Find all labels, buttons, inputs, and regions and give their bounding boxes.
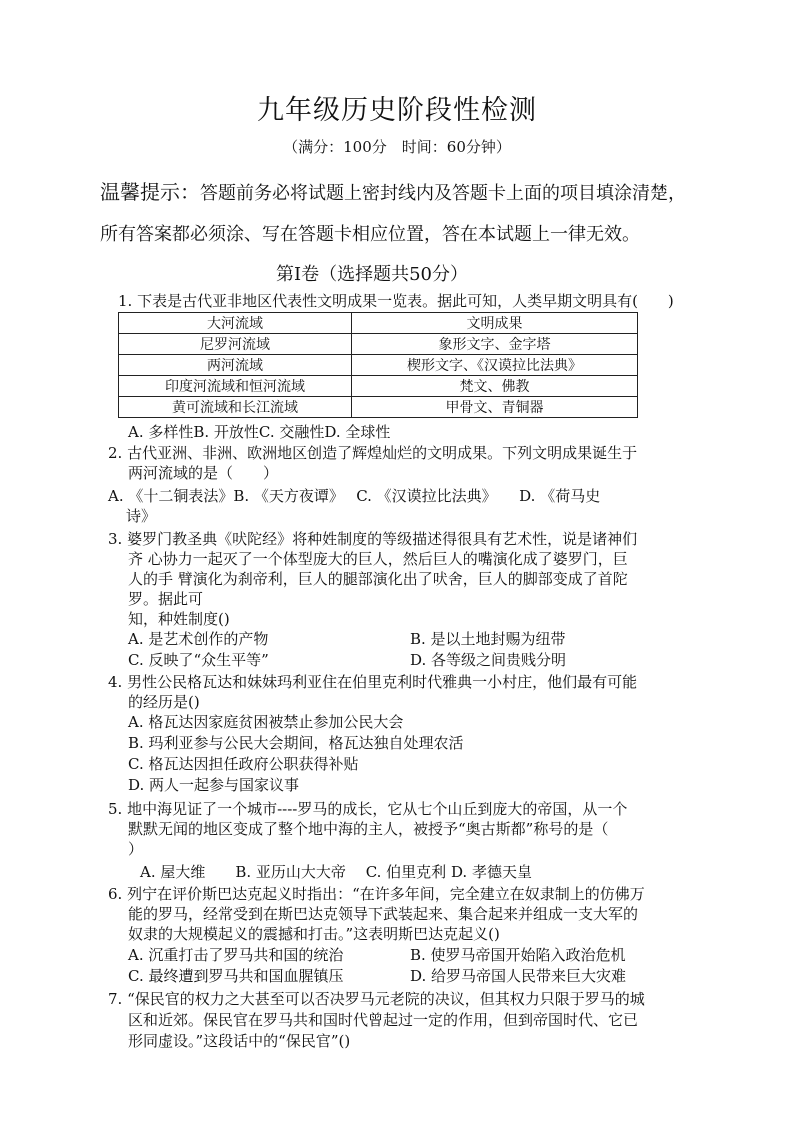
table-cell: 印度河流域和恒河流域 bbox=[119, 376, 352, 397]
table-cell: 甲骨文、青铜器 bbox=[352, 397, 638, 418]
q6-option-c: C. 最终遭到罗马共和国血腥镇压 bbox=[128, 967, 344, 985]
page-title: 九年级历史阶段性检测 bbox=[257, 95, 537, 126]
q5-line-2: 默默无闻的地区变成了整个地中海的主人，被授予“奥古斯都”称号的是（ bbox=[128, 820, 609, 838]
table-cell: 梵文、佛教 bbox=[352, 376, 638, 397]
table-cell: 两河流域 bbox=[119, 355, 352, 376]
table-row bbox=[119, 334, 638, 355]
tip-text-1: 答题前务必将试题上密封线内及答题卡上面的项目填涂清楚， bbox=[200, 183, 686, 204]
exam-subtitle: （满分：100分 时间：60分钟） bbox=[283, 138, 511, 156]
table-row bbox=[119, 376, 638, 397]
q4-option-b: B. 玛利亚参与公民大会期间，格瓦达独自处理农活 bbox=[128, 734, 464, 752]
tip-label: 温馨提示： bbox=[100, 180, 200, 204]
table-row bbox=[119, 355, 638, 376]
q3-option-d: D. 各等级之间贵贱分明 bbox=[410, 651, 567, 669]
q4-option-d: D. 两人一起参与国家议事 bbox=[128, 776, 300, 794]
q2-options: A. 《十二铜表法》B. 《天方夜谭》 C. 《汉谟拉比法典》 D. 《荷马史 bbox=[108, 487, 601, 505]
q3-option-a: A. 是艺术创作的产物 bbox=[128, 630, 269, 648]
table-cell: 尼罗河流域 bbox=[119, 334, 352, 355]
q3-option-b: B. 是以土地封赐为纽带 bbox=[410, 630, 566, 648]
q6-option-b: B. 使罗马帝国开始陷入政治危机 bbox=[410, 946, 626, 964]
tip-line-1 bbox=[100, 176, 686, 205]
q6-option-a: A. 沉重打击了罗马共和国的统治 bbox=[128, 946, 344, 964]
table-header-cell: 文明成果 bbox=[352, 313, 638, 334]
q7-line-1: 7. “保民官的权力之大甚至可以否决罗马元老院的决议，但其权力只限于罗马的城 bbox=[108, 990, 645, 1008]
q3-option-c: C. 反映了“众生平等” bbox=[128, 651, 269, 669]
table-header-row bbox=[119, 313, 638, 334]
q3-line-1: 3. 婆罗门教圣典《吠陀经》将种姓制度的等级描述得很具有艺术性，说是诸神们 bbox=[108, 530, 638, 548]
q4-line-1: 4. 男性公民格瓦达和妹妹玛利亚住在伯里克利时代雅典一小村庄，他们最有可能 bbox=[108, 673, 638, 691]
q6-option-d: D. 给罗马帝国人民带来巨大灾难 bbox=[410, 967, 627, 985]
q3-line-4: 罗。据此可 bbox=[128, 590, 204, 608]
q4-option-a: A. 格瓦达因家庭贫困被禁止参加公民大会 bbox=[128, 713, 404, 731]
q1-stem: 1. 下表是古代亚非地区代表性文明成果一览表。据此可知，人类早期文明具有( ) bbox=[118, 292, 674, 310]
q5-line-1: 5. 地中海见证了一个城市----罗马的成长，它从七个山丘到庞大的帝国，从一个 bbox=[108, 800, 628, 818]
table-header-cell: 大河流域 bbox=[119, 313, 352, 334]
q3-line-3: 人的手 臂演化为刹帝利，巨人的腿部演化出了吠舍，巨人的脚部变成了首陀 bbox=[128, 570, 628, 588]
q7-line-2: 区和近郊。保民官在罗马共和国时代曾起过一定的作用，但到帝国时代、它已 bbox=[128, 1011, 639, 1029]
section-title: 第Ⅰ卷（选择题共50分） bbox=[275, 264, 468, 285]
q1-options: A. 多样性B. 开放性C. 交融性D. 全球性 bbox=[128, 423, 391, 441]
q4-line-2: 的经历是() bbox=[128, 693, 200, 711]
q4-option-c: C. 格瓦达因担任政府公职获得补贴 bbox=[128, 755, 359, 773]
civilization-table bbox=[118, 312, 638, 418]
q6-line-1: 6. 列宁在评价斯巴达克起义时指出：“在许多年间，完全建立在奴隶制上的仿佛万 bbox=[108, 885, 645, 903]
q2-line-1: 2. 古代亚洲、非洲、欧洲地区创造了辉煌灿烂的文明成果。下列文明成果诞生于 bbox=[108, 444, 638, 462]
q7-line-3: 形同虚设。”这段话中的“保民官”() bbox=[128, 1032, 351, 1050]
q5-line-3: ） bbox=[128, 840, 144, 858]
table-row bbox=[119, 397, 638, 418]
q2-options-cont: 诗》 bbox=[126, 507, 157, 525]
table-cell: 楔形文字、《汉谟拉比法典》 bbox=[352, 355, 638, 376]
q3-line-5: 知，种姓制度() bbox=[128, 610, 230, 628]
table-cell: 黄可流域和长江流域 bbox=[119, 397, 352, 418]
table-cell: 象形文字、金字塔 bbox=[352, 334, 638, 355]
q2-line-2: 两河流域的是（ ） bbox=[128, 464, 279, 482]
tip-line-2: 所有答案都必须涂、写在答题卡相应位置，答在本试题上一律无效。 bbox=[100, 224, 640, 245]
q6-line-3: 奴隶的大规模起义的震撼和打击。”这表明斯巴达克起义() bbox=[128, 925, 500, 943]
q6-line-2: 能的罗马，经常受到在斯巴达克领导下武装起来、集合起来并组成一支大军的 bbox=[128, 905, 639, 923]
q5-options: A. 屋大维 B. 亚历山大大帝 C. 伯里克利 D. 孝德天皇 bbox=[140, 863, 532, 881]
q3-line-2: 齐 心协力一起灭了一个体型庞大的巨人，然后巨人的嘴演化成了婆罗门，巨 bbox=[128, 550, 628, 568]
